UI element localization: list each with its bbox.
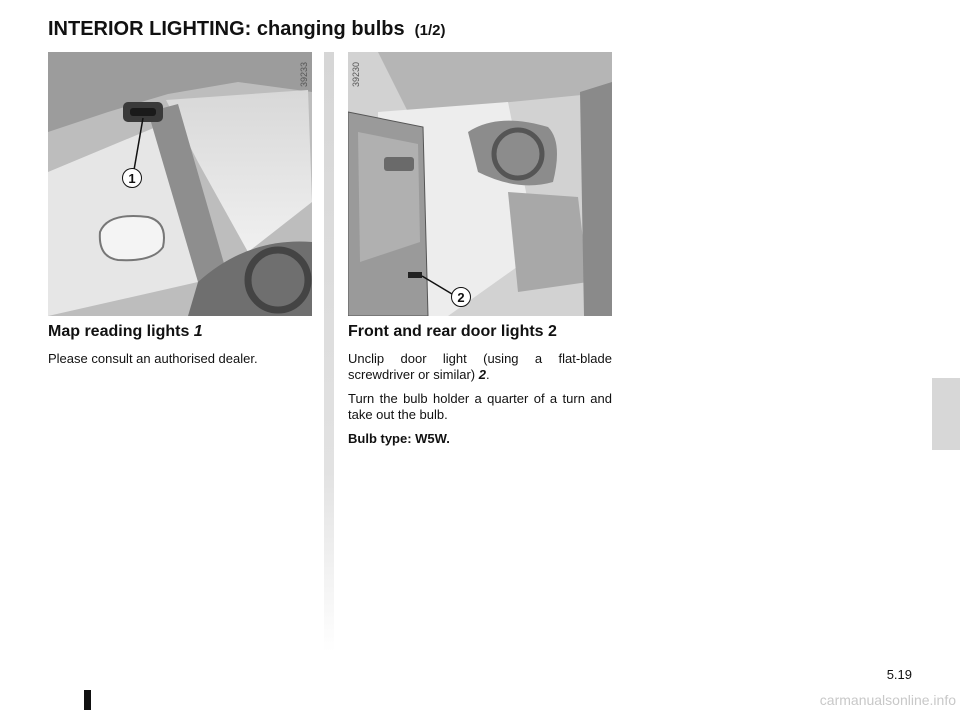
corner-mark bbox=[84, 690, 91, 710]
instruction-step-2: Turn the bulb holder a quarter of a turn and take out the bulb. bbox=[348, 391, 612, 422]
instruction-text: Please consult an authorised dealer. bbox=[48, 351, 258, 366]
figure-map-reading-light bbox=[48, 52, 312, 316]
chapter-tab bbox=[932, 378, 960, 450]
step-1-text: Unclip door light (using a flat-blade screwdriver or similar) bbox=[348, 351, 612, 382]
section-map-reading-lights bbox=[48, 323, 312, 375]
section-door-lights bbox=[348, 323, 612, 455]
figure-code: 39233 bbox=[299, 62, 309, 88]
figure-code: 39230 bbox=[351, 62, 361, 88]
watermark: carmanualsonline.info bbox=[819, 692, 956, 708]
page-title-text: INTERIOR LIGHTING: changing bulbs bbox=[48, 18, 405, 40]
step-1-end: . bbox=[485, 367, 490, 382]
heading-text: Map reading lights bbox=[48, 323, 190, 340]
section-heading: Front and rear door lights 2 bbox=[348, 323, 557, 340]
callout-1: 1 bbox=[122, 168, 142, 188]
section-heading bbox=[48, 323, 312, 341]
car-interior-ceiling-illustration bbox=[48, 52, 312, 316]
figure-door-light bbox=[348, 52, 612, 316]
step-1-ref: 2 bbox=[478, 367, 486, 382]
bulb-type: Bulb type: W5W. bbox=[348, 431, 450, 446]
heading-ref: 1 bbox=[193, 323, 203, 340]
car-open-door-illustration bbox=[348, 52, 612, 316]
column-divider bbox=[324, 52, 334, 652]
instruction-step-1 bbox=[348, 351, 612, 383]
page-title bbox=[48, 18, 446, 41]
page-part-indicator: (1/2) bbox=[414, 22, 446, 39]
callout-2: 2 bbox=[451, 287, 471, 307]
page-number: 5.19 bbox=[886, 667, 912, 682]
